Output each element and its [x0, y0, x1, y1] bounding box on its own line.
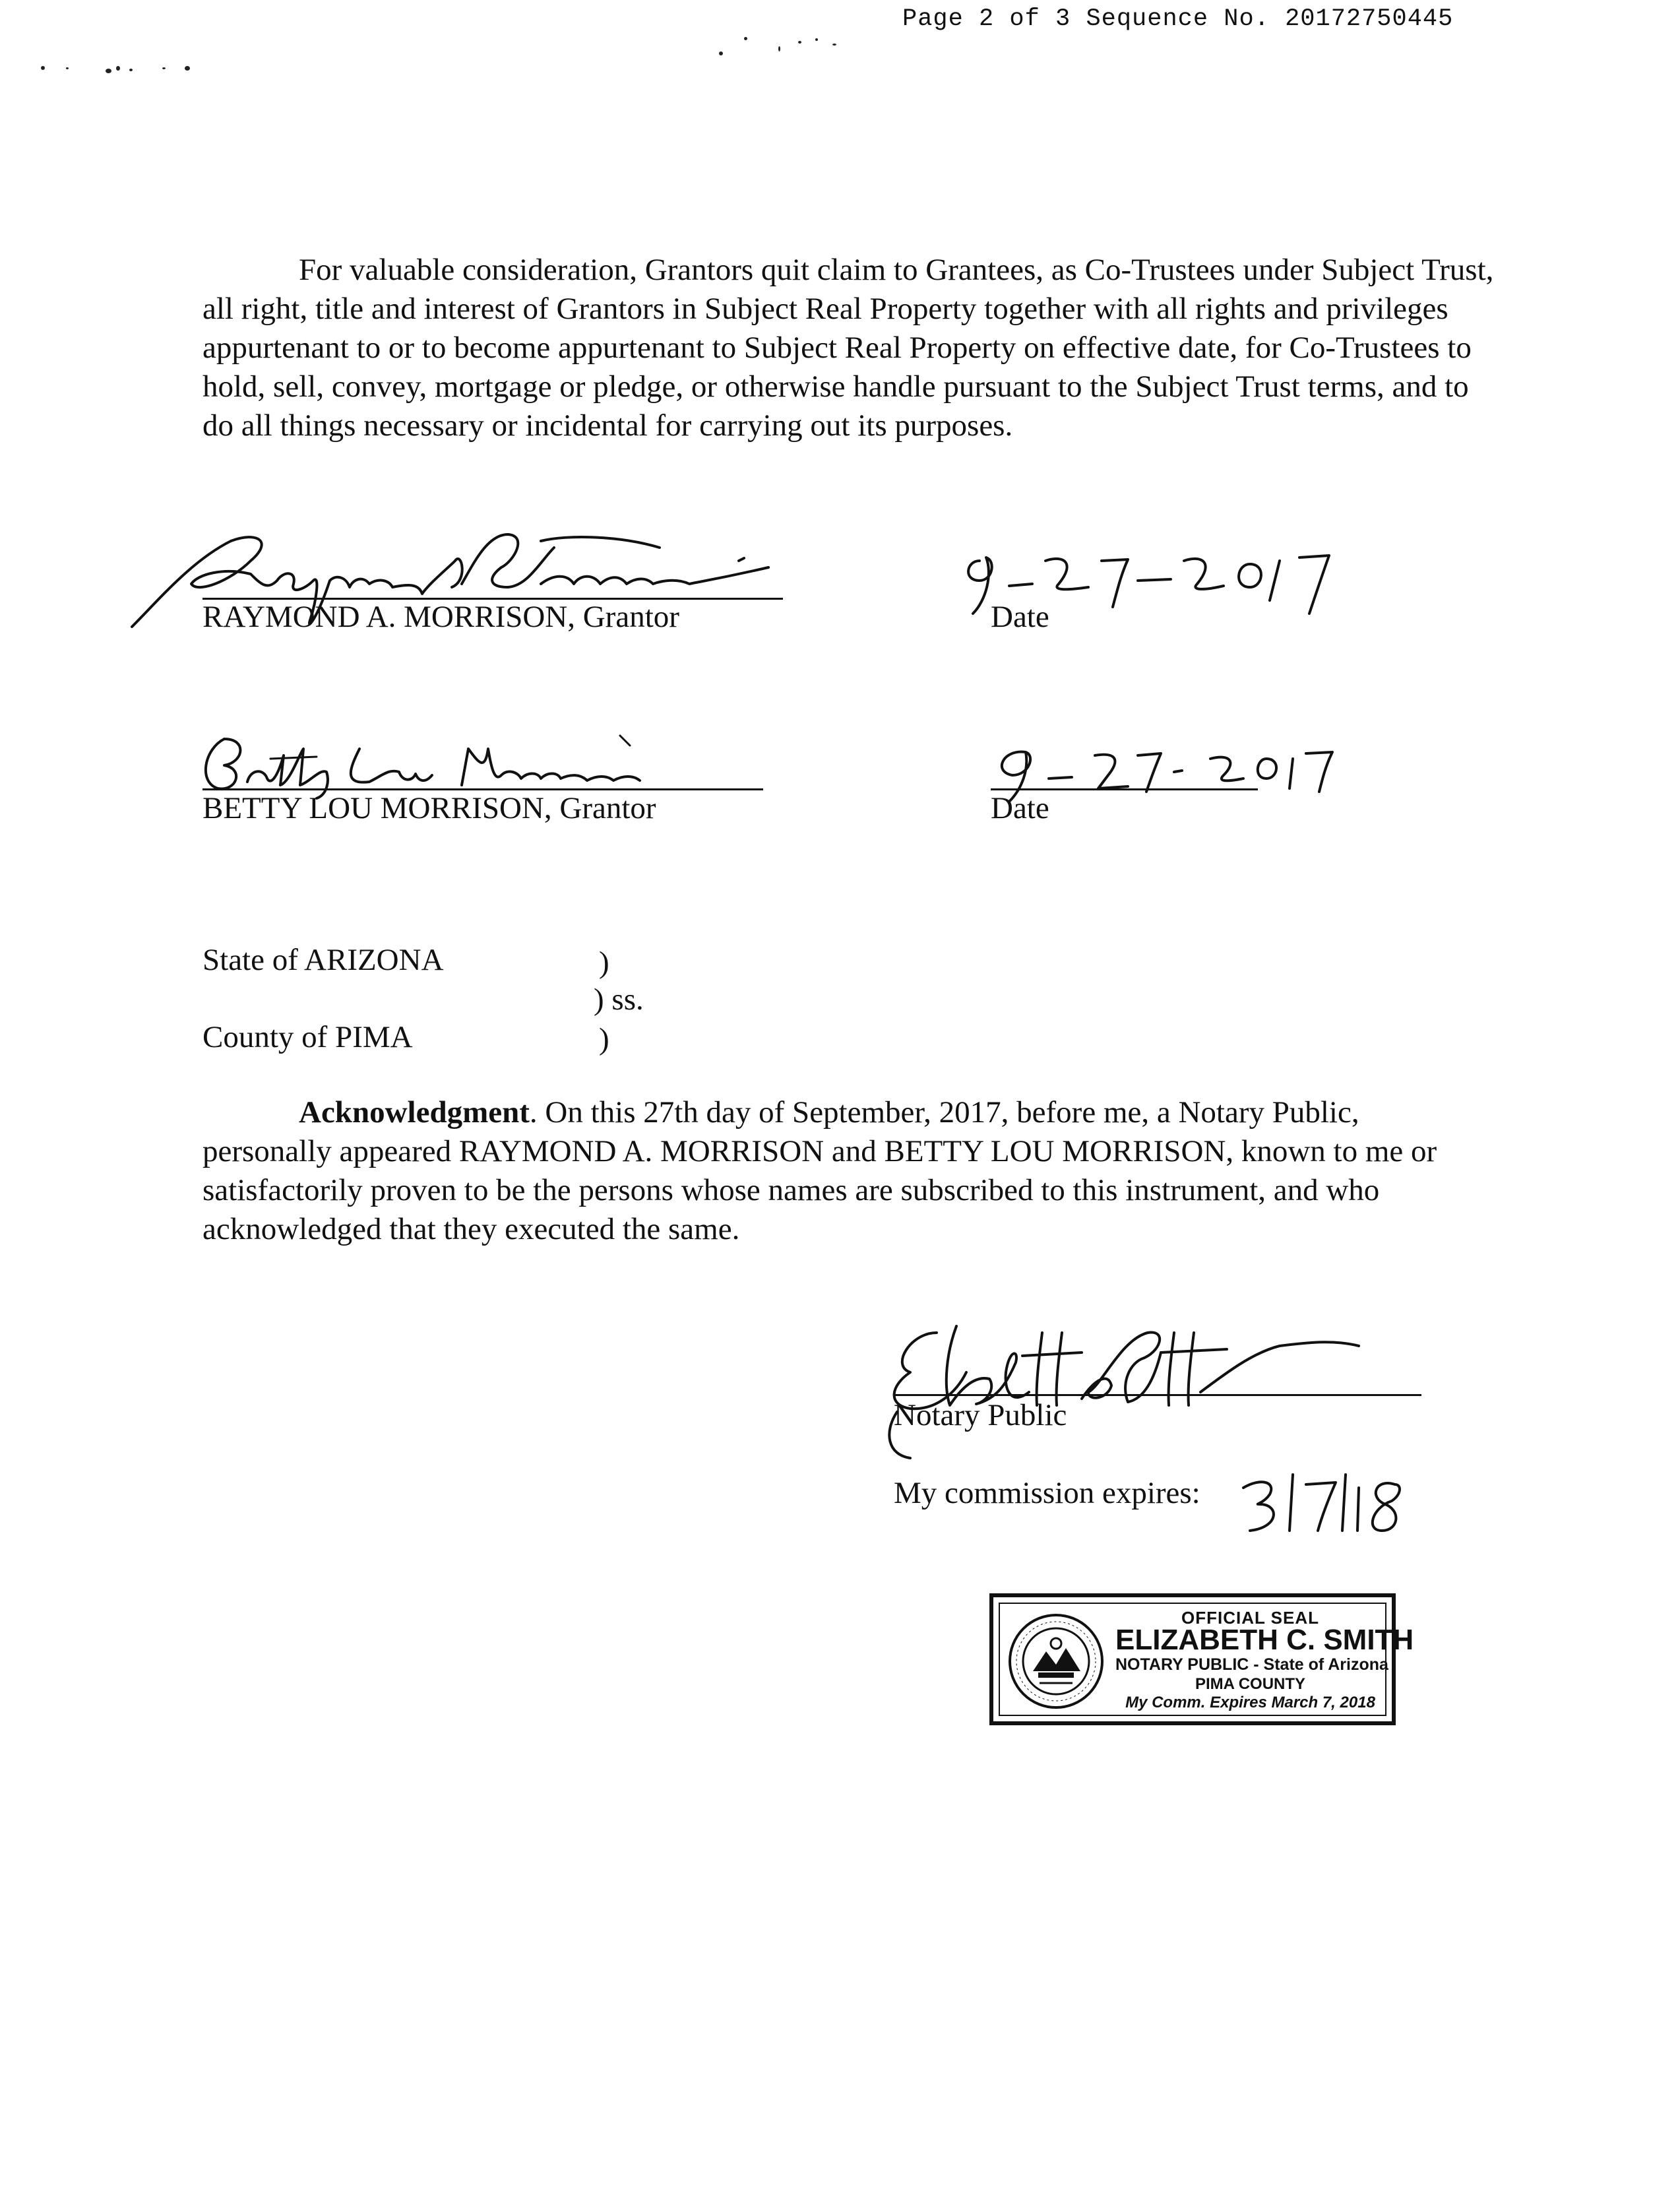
venue-county: County of PIMA	[202, 1020, 413, 1054]
venue-paren-bottom: )	[599, 1022, 609, 1056]
conveyance-paragraph: For valuable consideration, Grantors quit claim to Grantees, as Co-Trustees under Subject Trust, all right, title and interest of Grantors in Subject Real Property together with all rights and privileges appurtenant to or to become appurtenant to Subject Real Property on effective date, for Co-Trustees to hold, sell, convey, mortgage or pledge, or otherwise handle pursuant to the Subject Trust terms, and to do all things necessary or incidental for carrying out its purposes.	[202, 253, 1494, 443]
notary-official-seal	[989, 1593, 1414, 1725]
acknowledgment-heading: Acknowledgment	[299, 1095, 530, 1130]
venue-state: State of ARIZONA	[202, 943, 444, 977]
commission-date-handwritten	[1240, 1468, 1412, 1541]
grantor2-caption: BETTY LOU MORRISON, Grantor	[202, 791, 656, 825]
page-sequence-header: Page 2 of 3 Sequence No. 20172750445	[902, 5, 1454, 33]
grantor1-date-caption: Date	[991, 600, 1049, 634]
grantor2-date-caption: Date	[991, 791, 1049, 825]
seal-line-notary-state: NOTARY PUBLIC - State of Arizona	[1115, 1655, 1388, 1674]
acknowledgment-text: . On this 27th day of September, 2017, before me, a Notary Public, personally appeared RAYMOND A. MORRISON and BETTY LOU MORRISON, known to me or satisfactorily proven to be the persons whose names are subscribed to this instrument, and who acknowledged that they executed the same.	[202, 1095, 1437, 1246]
grantor1-caption: RAYMOND A. MORRISON, Grantor	[202, 600, 679, 634]
notary-handwritten-signature	[884, 1313, 1385, 1465]
seal-line-name: ELIZABETH C. SMITH	[1115, 1624, 1414, 1656]
seal-line-official: OFFICIAL SEAL	[1181, 1608, 1319, 1628]
commission-label: My commission expires:	[894, 1476, 1200, 1510]
venue-paren-top: )	[599, 945, 609, 980]
notary-caption: Notary Public	[894, 1398, 1067, 1432]
arizona-state-seal-icon	[1007, 1612, 1105, 1711]
seal-line-county: PIMA COUNTY	[1195, 1675, 1306, 1693]
acknowledgment-paragraph	[202, 1093, 1495, 1249]
venue-ss: ) ss.	[594, 982, 644, 1017]
seal-line-expiry: My Comm. Expires March 7, 2018	[1125, 1694, 1375, 1711]
